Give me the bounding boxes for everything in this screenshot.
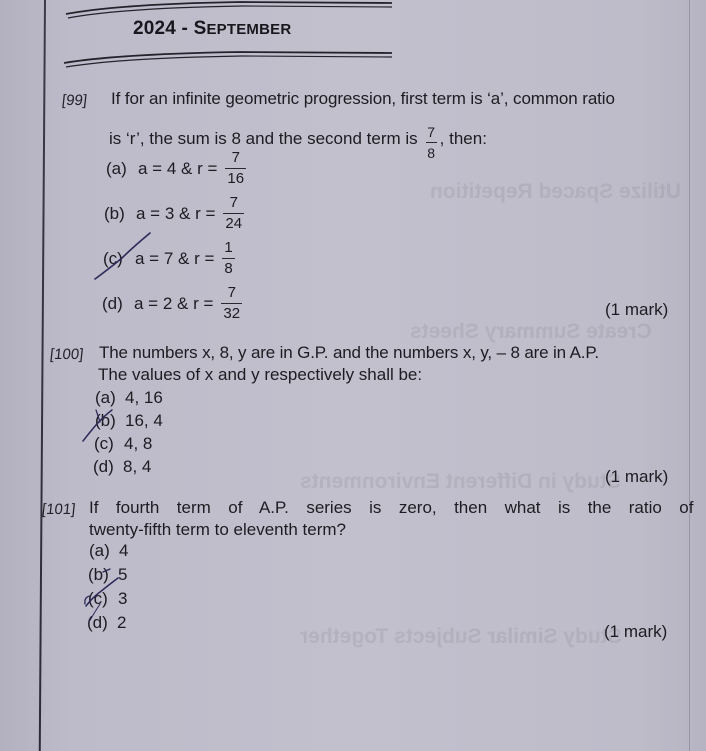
question-text-line: The values of x and y respectively shall be: [98,365,423,384]
marks-label: (1 mark) [604,622,668,641]
option-text: 2 [117,613,127,632]
option-label: (c) [88,589,108,608]
question-text-suffix: , then: [439,128,487,148]
fraction-numerator: 7 [229,194,238,211]
option-label: (d) [102,293,123,313]
bleed-through-text: Study Similar Subjects Together [300,625,622,648]
option-label: (b) [104,203,125,223]
option-text: 5 [118,565,128,584]
option-text: a = 3 & r = [136,203,216,223]
option-label: (a) [95,388,116,407]
option-label: (a) [106,158,127,178]
marks-label: (1 mark) [605,300,669,319]
option-text: 16, 4 [125,411,163,430]
fraction-denominator: 16 [227,170,245,187]
fraction-denominator: 8 [224,260,233,277]
fraction-denominator: 32 [223,305,241,322]
question-number: [101] [41,501,77,518]
option-label: (d) [87,613,108,632]
title-year: 2024 [133,18,177,39]
option-text: 8, 4 [123,457,152,476]
fraction-numerator: 7 [231,149,240,166]
option-label: (b) [95,411,116,430]
question-text-line: If for an infinite geometric progression, first term is ‘a’, common ratio [111,89,615,108]
question-text: is ‘r’, the sum is 8 and the second term is [109,128,418,148]
bleed-through-text: Study in Different Environments [300,470,621,493]
question-text-line: twenty-fifth term to eleventh term? [89,520,346,539]
option-label: (d) [93,457,114,476]
option-text: 4, 16 [125,388,163,407]
title-month-initial: S [193,18,207,39]
option-label: (c) [94,434,114,453]
question-number: [99] [61,92,88,109]
fraction-numerator: 1 [224,239,233,256]
fraction-numerator: 7 [227,284,236,301]
question-text-line: The numbers x, 8, y are in G.P. and the numbers x, y, – 8 are in A.P. [99,343,599,362]
option-text: a = 7 & r = [135,248,215,268]
option-text: a = 4 & r = [138,158,218,178]
option-label: (a) [89,541,110,560]
option-text: 4 [119,541,129,560]
option-text: 4, 8 [124,434,153,453]
title-separator: - [176,18,194,39]
option-text: 3 [118,589,128,608]
fraction-denominator: 24 [225,215,243,232]
title-month-rest: EPTEMBER [206,21,292,38]
fraction-denominator: 8 [427,145,436,161]
option-label: (c) [103,248,123,268]
option-text: a = 2 & r = [134,293,214,313]
fraction-numerator: 7 [427,124,436,140]
question-text-line: If fourth term of A.P. series is zero, then what is the ratio of [89,498,694,517]
question-number: [100] [49,346,85,363]
bleed-through-text: Create Summary Sheets [410,320,652,343]
option-label: (b) [88,565,109,584]
bleed-through-text: Utilize Spaced Repetition [430,180,681,203]
marks-label: (1 mark) [605,467,669,486]
